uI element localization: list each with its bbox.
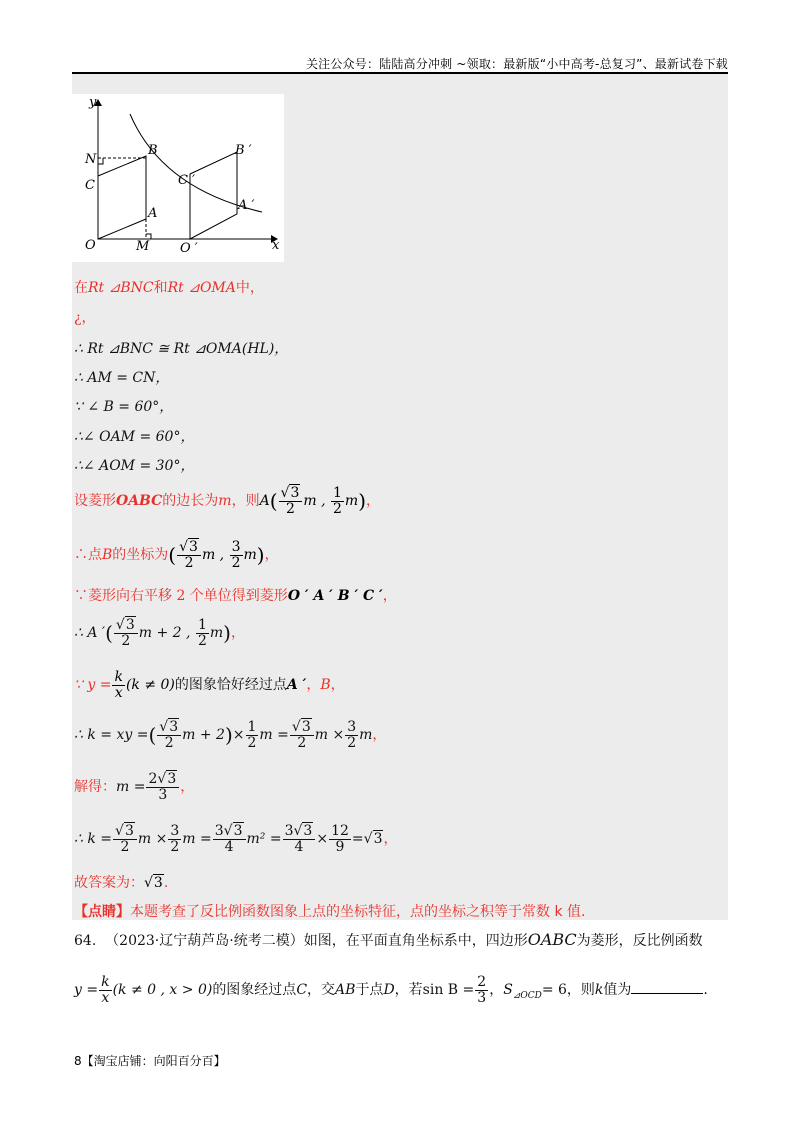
frac-3-over-2: $\frac{3}{2}$ bbox=[170, 823, 180, 855]
label-a: A bbox=[148, 206, 158, 221]
solution-line-1: 在Rt ⊿BNC和Rt ⊿OMA中， bbox=[74, 280, 264, 296]
frac-3-over-2: $\frac{3}{2}$ bbox=[231, 539, 241, 571]
frac-1-over-2: $\frac{1}{2}$ bbox=[333, 485, 342, 517]
solution-line-11: ∴ A ′( $\frac{√3}{2}$ m + 2 , $\frac{1}{2}$ m)， bbox=[74, 617, 245, 649]
label-x: x bbox=[272, 238, 280, 253]
label-y: y bbox=[89, 95, 97, 110]
label-b: B bbox=[148, 143, 158, 158]
frac-3-over-2: $\frac{3}{2}$ bbox=[347, 719, 357, 751]
label-b-prime: B ′ bbox=[235, 143, 252, 158]
solution-line-2: ¿， bbox=[74, 310, 96, 326]
frac-3sqrt3-over-4: $\frac{3√3}{4}$ bbox=[213, 824, 246, 854]
question-line-1: 64. （2023·辽宁葫芦岛·统考二模）如图，在平面直角坐标系中，四边形OABC为菱形，反比例函数 bbox=[74, 930, 703, 949]
solution-line-14: 解得：m = $\frac{2√3}{3}$ ， bbox=[74, 771, 195, 803]
figure-svg bbox=[72, 94, 284, 262]
solution-line-15: ∴ k = $\frac{√3}{2}$ m × $\frac{3}{2}$ m = $\frac{3√3}{4}$ m² = $\frac{3√3}{4}$ × $\frac{12}{9}$ =√3， bbox=[74, 823, 398, 855]
frac-sqrt3-over-2: $\frac{√3}{2}$ bbox=[177, 540, 201, 570]
frac-k-over-x: $\frac{k}{x}$ bbox=[101, 974, 110, 1006]
frac-12-over-9: $\frac{12}{9}$ bbox=[331, 823, 349, 855]
frac-sqrt3-over-2: $\frac{√3}{2}$ bbox=[279, 486, 303, 516]
label-o: O bbox=[85, 238, 96, 253]
frac-sqrt3-over-2: $\frac{√3}{2}$ bbox=[114, 618, 138, 648]
answer-blank[interactable] bbox=[631, 981, 703, 994]
label-m: M bbox=[136, 239, 150, 254]
frac-sqrt3-over-2: $\frac{√3}{2}$ bbox=[113, 824, 137, 854]
solution-comment: 【点睛】本题考查了反比例函数图象上点的坐标特征，点的坐标之积等于常数 k 值. bbox=[74, 904, 586, 920]
rhombus-oabc bbox=[98, 156, 146, 239]
solution-line-12: ∵ y = $\frac{k}{x}$ (k ≠ 0)的图象恰好经过点A ′，B， bbox=[74, 669, 345, 701]
solution-line-3: ∴ Rt ⊿BNC ≅ Rt ⊿OMA(HL)， bbox=[74, 341, 289, 357]
frac-1-over-2: $\frac{1}{2}$ bbox=[247, 719, 257, 751]
solution-line-7: ∴∠ AOM = 30°， bbox=[74, 458, 195, 474]
frac-3sqrt3-over-4: $\frac{3√3}{4}$ bbox=[283, 824, 316, 854]
right-angle-n bbox=[98, 158, 103, 164]
solution-line-9: ∴点B的坐标为( $\frac{√3}{2}$ m , $\frac{3}{2}$ m)， bbox=[74, 539, 279, 571]
solution-line-16: 故答案为：√3. bbox=[74, 875, 169, 891]
frac-sqrt3-over-2: $\frac{√3}{2}$ bbox=[290, 720, 314, 750]
label-a-prime: A ′ bbox=[238, 198, 255, 213]
page-footer: 8【淘宝店铺：向阳百分百】 bbox=[74, 1054, 226, 1068]
solution-line-8: 设菱形OABC的边长为m，则A( $\frac{√3}{2}$ m , $\frac{1}{2}$ m)， bbox=[74, 485, 381, 517]
solution-line-4: ∴ AM = CN， bbox=[74, 370, 170, 386]
solution-line-5: ∵ ∠ B = 60°， bbox=[74, 399, 174, 415]
solution-line-6: ∴∠ OAM = 60°， bbox=[74, 429, 195, 445]
label-n: N bbox=[85, 152, 97, 167]
label-c: C bbox=[85, 178, 95, 193]
label-o-prime: O ′ bbox=[180, 241, 198, 256]
page-header: 关注公众号：陆陆高分冲刺 ~领取：最新版“小中高考-总复习”、最新试卷下载 bbox=[305, 57, 728, 71]
frac-1-over-2: $\frac{1}{2}$ bbox=[197, 617, 207, 649]
geometry-figure bbox=[72, 94, 284, 262]
question-line-2: y = $\frac{k}{x}$ (k ≠ 0 , x > 0)的图象经过点C，交AB于点D，若sin B = $\frac{2}{3}$ ，$S_{⊿OCD}= 6$，则k值为 . bbox=[74, 974, 708, 1006]
frac-2-over-3: $\frac{2}{3}$ bbox=[477, 974, 487, 1006]
frac-sqrt3-over-2: $\frac{√3}{2}$ bbox=[157, 720, 181, 750]
frac-k-over-x: $\frac{k}{x}$ bbox=[114, 669, 123, 701]
solution-line-13: ∴ k = xy =( $\frac{√3}{2}$ m + 2)× $\frac{1}{2}$ m = $\frac{√3}{2}$ m × $\frac{3}{2}$ m， bbox=[74, 719, 387, 751]
solution-line-10: ∵菱形向右平移 2 个单位得到菱形O ′ A ′ B ′ C ′， bbox=[74, 588, 397, 604]
frac-2sqrt3-over-3: $\frac{2√3}{3}$ bbox=[146, 772, 179, 802]
label-c-prime: C ′ bbox=[178, 173, 196, 188]
